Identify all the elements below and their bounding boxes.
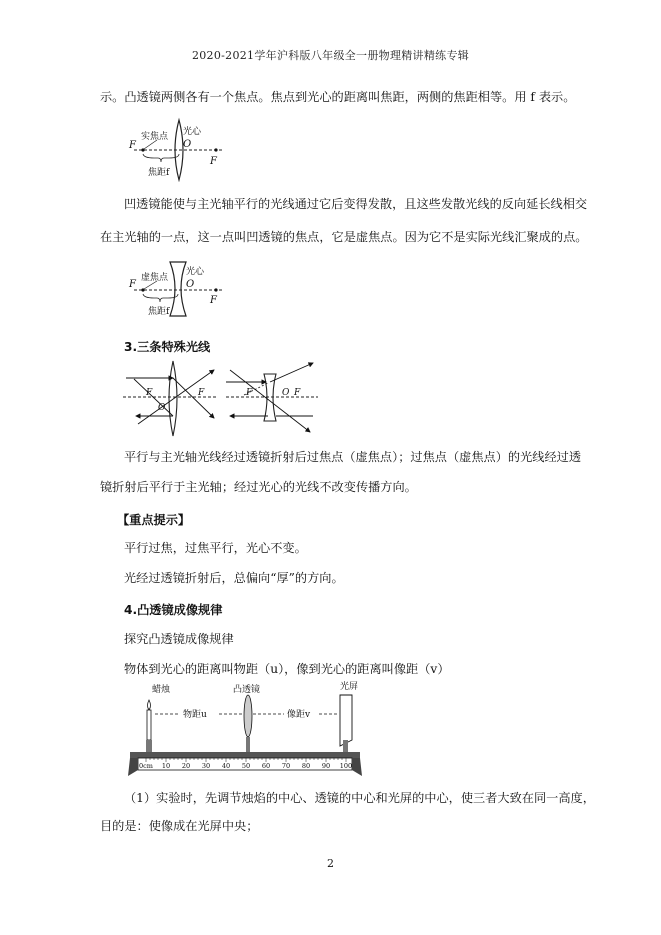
- bench-rail: [128, 752, 362, 776]
- rail-leg-right: [352, 758, 362, 776]
- heading-key-tip: 【重点提示】: [117, 513, 191, 527]
- convex-lens-label: 凸透镜: [233, 685, 261, 695]
- paragraph-experiment-2: 目的是：使像成在光屏中央；: [100, 819, 259, 833]
- paragraph-experiment-1: （1）实验时，先调节烛焰的中心、透镜的中心和光屏的中心，使三者大致在同一高度，: [124, 791, 595, 805]
- ruler-zero-label: 0cm: [139, 762, 153, 770]
- screen-holder: [343, 740, 348, 752]
- focus-point-right: [214, 148, 217, 151]
- candle-flame: [148, 700, 151, 710]
- rail-leg-left: [128, 758, 138, 776]
- candle-holder: [146, 740, 152, 752]
- bench-labels: [152, 680, 358, 695]
- concave-center-O: O: [282, 388, 290, 398]
- heading-three-rays: 3.三条特殊光线: [124, 340, 211, 354]
- ruler-tick-label: 10: [161, 762, 171, 770]
- candle: [146, 700, 152, 752]
- light-screen: [340, 695, 352, 746]
- ruler-tick-label: 70: [281, 762, 291, 770]
- ruler-tick-label: 80: [301, 762, 311, 770]
- paragraph-concave-2: 在主光轴的一点，这一点叫凹透镜的焦点，它是虚焦点。因为它不是实际光线汇聚成的点。: [100, 230, 588, 244]
- candle-body: [147, 710, 151, 740]
- focus-label-left: F: [129, 279, 136, 290]
- ruler-tick-label: 60: [261, 762, 271, 770]
- object-distance-label: 物距u: [183, 710, 207, 720]
- bench-convex-lens: [244, 695, 252, 737]
- ray-from-focus-in: [134, 379, 173, 416]
- page-header: 2020-2021学年沪科版八年级全一册物理精讲精练专辑: [191, 49, 470, 62]
- focal-length-label: 焦距f: [148, 168, 170, 178]
- heading-imaging-rule: 4.凸透镜成像规律: [124, 603, 223, 617]
- light-screen-assembly: [340, 695, 352, 752]
- ruler-tick-label: 100: [339, 762, 353, 770]
- concave-focus-left: F: [246, 388, 253, 398]
- image-distance-label: 像距v: [287, 710, 311, 720]
- three-rays-figure: [118, 358, 323, 440]
- ray-through-center: [230, 370, 310, 432]
- concave-rays-diagram: [226, 363, 318, 432]
- convex-lens: [169, 361, 177, 436]
- optical-bench-figure: [124, 680, 374, 778]
- concave-focus-right: F: [294, 388, 301, 398]
- tip-line-1: 平行过焦，过焦平行，光心不变。: [124, 541, 307, 555]
- ruler-tick-label: 90: [321, 762, 331, 770]
- optical-center-O: O: [186, 279, 195, 290]
- paragraph-concave-1: 凹透镜能使与主光轴平行的光线通过它后变得发散，且这些发散光线的反向延长线相交: [124, 197, 588, 211]
- convex-lens-assembly: [244, 695, 252, 752]
- candle-label: 蜡烛: [152, 685, 171, 695]
- focus-point-right: [214, 288, 217, 291]
- ruler-tick-label: 50: [241, 762, 251, 770]
- paragraph-three-rays-1: 平行与主光轴光线经过透镜折射后过焦点（虚焦点）；过焦点（虚焦点）的光线经过透: [124, 450, 582, 464]
- ruler-tick-label: 20: [181, 762, 191, 770]
- ruler-tick-label: 30: [201, 762, 211, 770]
- ruler-tick-label: 40: [221, 762, 231, 770]
- real-focus-label: 实焦点: [141, 132, 169, 142]
- focal-length-label: 焦距f: [148, 307, 170, 317]
- paragraph-explore: 探究凸透镜成像规律: [124, 632, 234, 646]
- tip-line-2: 光经过透镜折射后，总偏向“厚”的方向。: [124, 571, 344, 585]
- virtual-focus-label: 虚焦点: [141, 273, 169, 283]
- paragraph-convex-foci: 示。凸透镜两侧各有一个焦点。焦点到光心的距离叫焦距，两侧的焦距相等。用 f 表示。: [100, 90, 576, 104]
- focal-length-brace: [143, 154, 179, 162]
- convex-rays-diagram: [123, 361, 218, 436]
- paragraph-three-rays-2: 镜折射后平行于主光轴；经过光心的光线不改变传播方向。: [100, 480, 417, 494]
- optical-center-label: 光心: [183, 127, 202, 137]
- optical-center-label: 光心: [186, 267, 205, 277]
- concave-focus-figure: [124, 258, 234, 320]
- convex-focus-figure: [124, 112, 234, 182]
- focus-label-right: F: [210, 295, 217, 306]
- focal-length-brace: [143, 294, 178, 302]
- ray-diverging-out: [270, 363, 313, 382]
- concave-lens: [170, 262, 186, 316]
- page-number: 2: [327, 857, 334, 870]
- lens-holder: [246, 737, 250, 752]
- ray-through-focus-out: [173, 378, 214, 418]
- optical-center-O: O: [183, 139, 192, 150]
- screen-label: 光屏: [340, 682, 359, 692]
- rail-top: [130, 752, 360, 758]
- paragraph-distances: 物体到光心的距离叫物距（u），像到光心的距离叫像距（v）: [124, 662, 450, 676]
- convex-center-O: O: [158, 403, 166, 413]
- convex-focus-left: F: [146, 388, 153, 398]
- convex-focus-right: F: [198, 388, 205, 398]
- focus-label-left: F: [129, 140, 136, 151]
- focus-label-right: F: [210, 156, 217, 167]
